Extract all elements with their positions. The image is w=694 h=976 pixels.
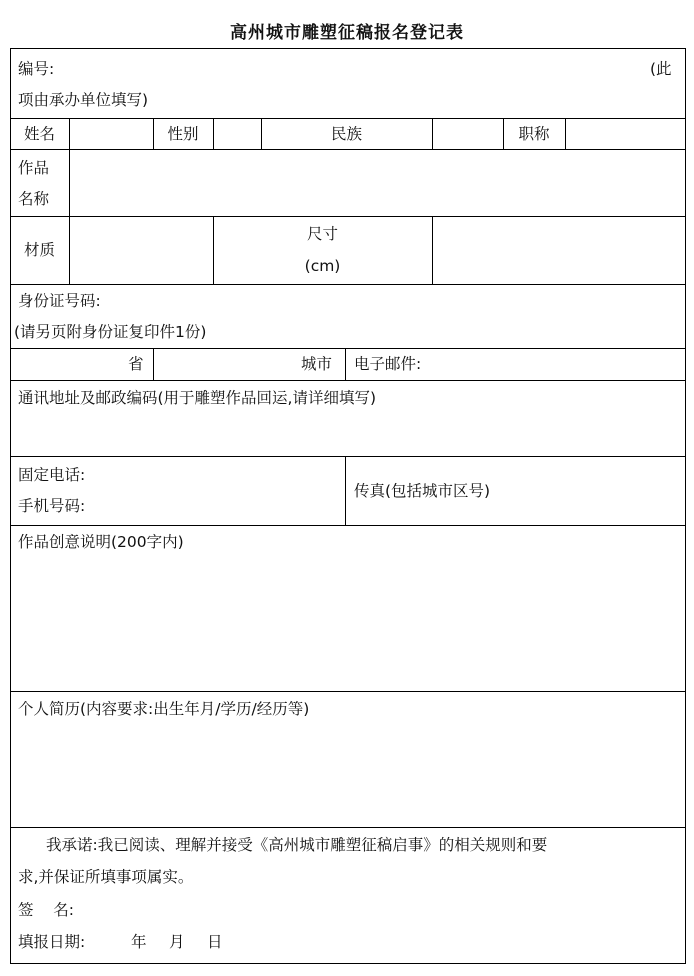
row-divider (10, 827, 686, 828)
ethnicity-label: 民族 (330, 125, 362, 143)
gender-field[interactable] (214, 119, 261, 149)
row-divider (10, 525, 686, 526)
row-divider (10, 691, 686, 692)
signature-field[interactable] (100, 896, 400, 922)
province-field[interactable] (12, 349, 122, 379)
serial-number-note: (此 (650, 60, 672, 78)
gender-label: 性别 (167, 125, 199, 143)
id-card-note: (请另页附身份证复印件1份) (14, 323, 207, 341)
row-divider (10, 284, 686, 285)
row-divider (10, 456, 686, 457)
serial-number-label: 编号: (18, 60, 55, 78)
mobile-label: 手机号码: (18, 497, 86, 515)
id-card-field[interactable] (120, 286, 680, 314)
form-title: 高州城市雕塑征稿报名登记表 (230, 23, 464, 43)
name-label: 姓名 (23, 125, 55, 143)
row-divider (10, 380, 686, 381)
id-card-label: 身份证号码: (18, 292, 101, 310)
name-field[interactable] (70, 119, 153, 149)
col-divider (345, 348, 346, 380)
fax-field[interactable] (540, 460, 684, 522)
date-day-label: 日 (207, 933, 223, 951)
size-unit-label: (cm) (304, 257, 341, 275)
pledge-text: 我承诺:我已阅读、理解并接受《高州城市雕塑征稿启事》的相关规则和要 (46, 836, 548, 854)
address-label: 通讯地址及邮政编码(用于雕塑作品回运,请详细填写) (18, 389, 377, 407)
email-label: 电子邮件: (354, 355, 422, 373)
province-label: 省 (128, 355, 144, 373)
creative-description-label: 作品创意说明(200字内) (18, 533, 184, 551)
landline-field[interactable] (110, 460, 340, 486)
city-label: 城市 (301, 355, 333, 373)
material-field[interactable] (70, 217, 213, 284)
size-field[interactable] (433, 217, 685, 284)
date-month-label: 月 (169, 933, 185, 951)
creative-description-field[interactable] (12, 556, 684, 688)
date-year-label: 年 (131, 933, 147, 951)
material-label: 材质 (23, 241, 55, 259)
fax-label: 传真(包括城市区号) (354, 482, 491, 500)
pledge-text-cont: 求,并保证所填事项属实。 (18, 868, 194, 886)
ethnicity-field[interactable] (433, 119, 503, 149)
work-name-field[interactable] (70, 150, 685, 216)
col-divider (345, 456, 346, 525)
signature-label: 签 名: (18, 901, 74, 919)
resume-label: 个人简历(内容要求:出生年月/学历/经历等) (18, 700, 310, 718)
date-label: 填报日期: (18, 933, 86, 951)
resume-field[interactable] (12, 724, 684, 824)
serial-number-field[interactable] (70, 56, 630, 82)
serial-number-note-cont: 项由承办单位填写) (18, 91, 149, 109)
address-field[interactable] (12, 412, 684, 454)
size-label: 尺寸 (306, 225, 338, 243)
job-title-label: 职称 (518, 125, 550, 143)
work-name-label-cont: 名称 (18, 190, 50, 208)
email-field[interactable] (440, 349, 684, 379)
city-field[interactable] (155, 349, 295, 379)
landline-label: 固定电话: (18, 466, 86, 484)
col-divider (153, 348, 154, 380)
job-title-field[interactable] (566, 119, 685, 149)
work-name-label: 作品 (18, 159, 50, 177)
mobile-field[interactable] (110, 492, 340, 520)
